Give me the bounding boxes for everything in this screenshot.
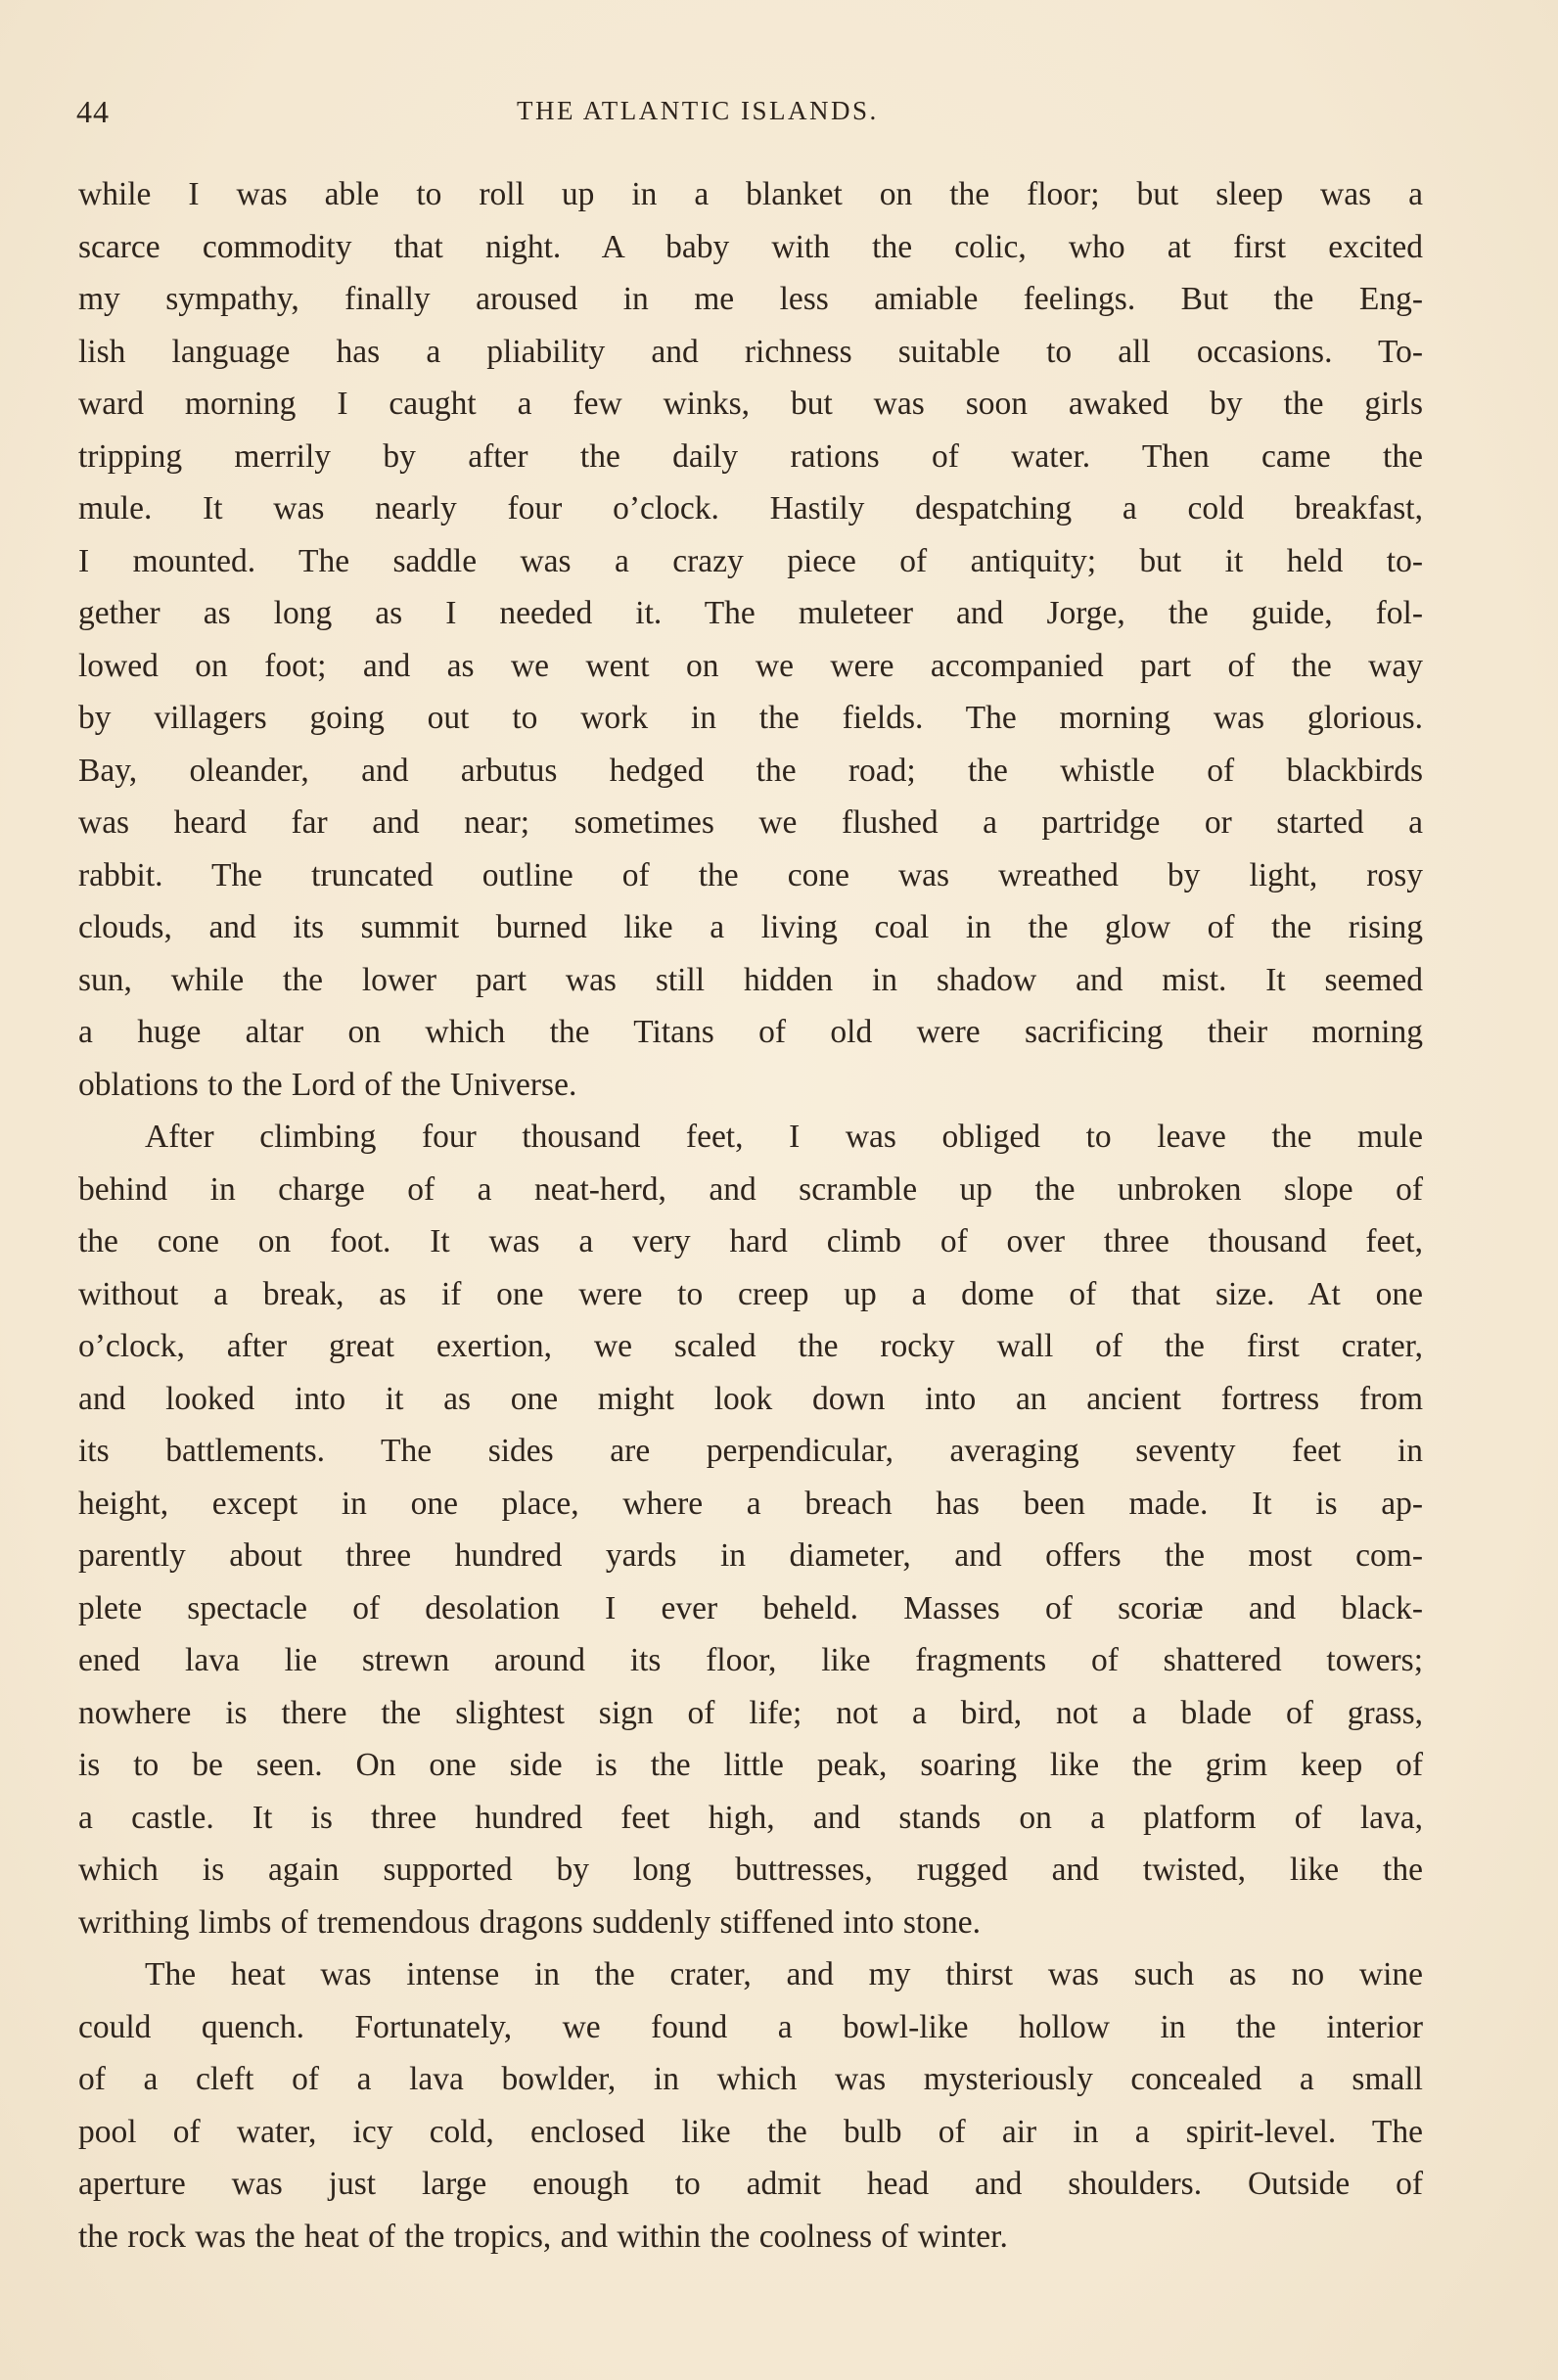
body-text <box>78 168 1423 2263</box>
text-line: of a cleft of a lava bowlder, in which was mysteriously concealed a small <box>78 2061 1423 2097</box>
running-head: THE ATLANTIC ISLANDS. <box>517 96 879 125</box>
text-line: could quench. Fortunately, we found a bowl-like hollow in the interior <box>78 2008 1423 2045</box>
text-line: my sympathy, finally aroused in me less amiable feelings. But the Eng- <box>78 281 1423 317</box>
page-header <box>76 94 1427 133</box>
text-line: and looked into it as one might look down into an ancient fortress from <box>78 1380 1423 1417</box>
text-line: pool of water, icy cold, enclosed like the bulb of air in a spirit-level. The <box>78 2113 1423 2150</box>
text-line: The heat was intense in the crater, and my thirst was such as no wine <box>145 1956 1423 1992</box>
text-line: ened lava lie strewn around its floor, like fragments of shattered towers; <box>78 1642 1423 1678</box>
text-line: scarce commodity that night. A baby with the colic, who at first excited <box>78 228 1423 265</box>
text-line: After climbing four thousand feet, I was obliged to leave the mule <box>145 1119 1423 1155</box>
text-line: height, except in one place, where a breach has been made. It is ap- <box>78 1485 1423 1522</box>
text-line: parently about three hundred yards in diameter, and offers the most com- <box>78 1537 1423 1574</box>
text-line: o’clock, after great exertion, we scaled the rocky wall of the first crater, <box>78 1328 1423 1364</box>
text-line: is to be seen. On one side is the little peak, soaring like the grim keep of <box>78 1747 1423 1783</box>
text-line: without a break, as if one were to creep up a dome of that size. At one <box>78 1275 1423 1312</box>
text-line: which is again supported by long buttresses, rugged and twisted, like the <box>78 1852 1423 1888</box>
text-line: clouds, and its summit burned like a living coal in the glow of the rising <box>78 909 1423 945</box>
text-line: sun, while the lower part was still hidden in shadow and mist. It seemed <box>78 961 1423 998</box>
page-number: 44 <box>76 94 110 129</box>
text-line: a huge altar on which the Titans of old were sacrificing their morning <box>78 1014 1423 1050</box>
text-line: behind in charge of a neat-herd, and scramble up the unbroken slope of <box>78 1170 1423 1208</box>
text-line: plete spectacle of desolation I ever beheld. Masses of scoriæ and black- <box>78 1589 1423 1626</box>
text-line: nowhere is there the slightest sign of life; not a bird, not a blade of grass, <box>78 1694 1423 1731</box>
text-line: ward morning I caught a few winks, but was soon awaked by the girls <box>78 386 1423 422</box>
text-line: rabbit. The truncated outline of the cone was wreathed by light, rosy <box>78 856 1423 893</box>
text-line: mule. It was nearly four o’clock. Hastily despatching a cold breakfast, <box>78 490 1423 526</box>
text-line: tripping merrily by after the daily rations of water. Then came the <box>78 437 1423 475</box>
text-line: while I was able to roll up in a blanket on the floor; but sleep was a <box>78 176 1423 212</box>
text-line: writhing limbs of tremendous dragons suddenly stiffened into stone. <box>78 1903 982 1941</box>
text-line: lowed on foot; and as we went on we were accompanied part of the way <box>78 647 1423 684</box>
text-line: lish language has a pliability and richness suitable to all occasions. To- <box>78 333 1423 370</box>
text-line: I mounted. The saddle was a crazy piece of antiquity; but it held to- <box>78 542 1423 579</box>
text-line: a castle. It is three hundred feet high, and stands on a platform of lava, <box>78 1799 1423 1836</box>
text-line: its battlements. The sides are perpendicular, averaging seventy feet in <box>78 1433 1423 1469</box>
text-line: the cone on foot. It was a very hard climb of over three thousand feet, <box>78 1223 1423 1259</box>
text-line: aperture was just large enough to admit head and shoulders. Outside of <box>78 2166 1423 2202</box>
text-line: by villagers going out to work in the fields. The morning was glorious. <box>78 700 1423 736</box>
text-line: gether as long as I needed it. The muleteer and Jorge, the guide, fol- <box>78 595 1423 631</box>
text-line: Bay, oleander, and arbutus hedged the road; the whistle of blackbirds <box>78 752 1423 789</box>
text-line: oblations to the Lord of the Universe. <box>78 1066 577 1103</box>
text-line: was heard far and near; sometimes we flushed a partridge or started a <box>78 804 1423 841</box>
text-line: the rock was the heat of the tropics, and within the coolness of winter. <box>78 2218 1008 2255</box>
